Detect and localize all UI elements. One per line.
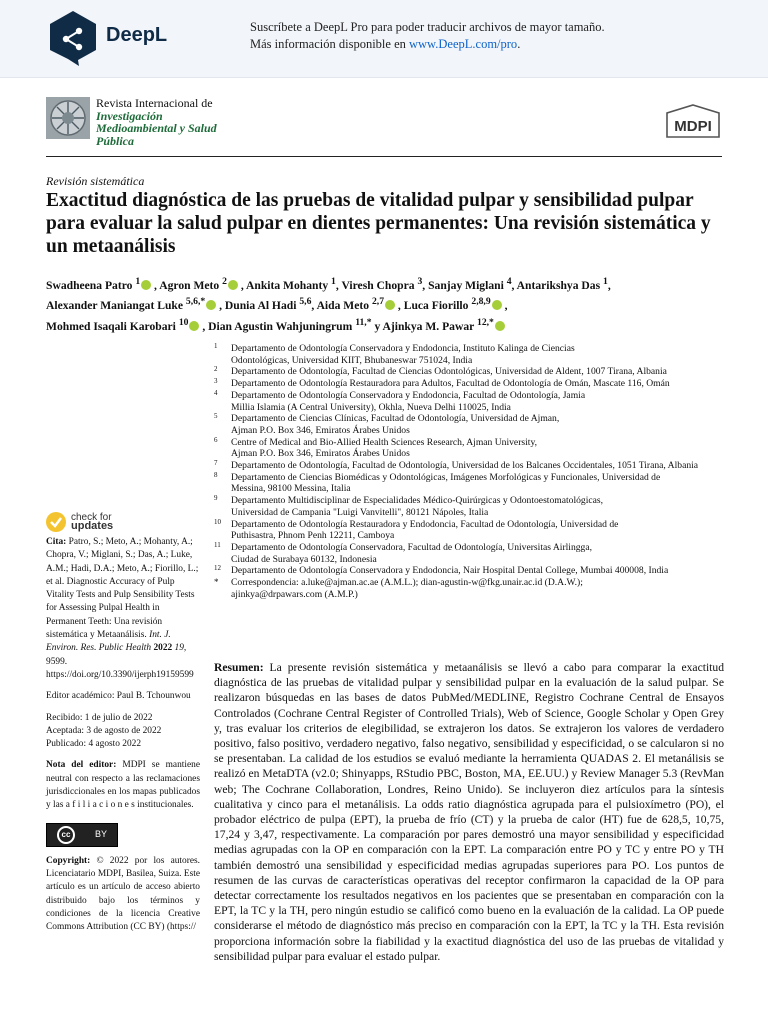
deepl-banner bbox=[0, 0, 768, 78]
orcid-icon[interactable] bbox=[492, 300, 502, 310]
check-for-updates-badge[interactable] bbox=[46, 510, 200, 534]
article-type: Revisión sistemática bbox=[46, 174, 145, 188]
affiliation-item: 1 Departamento de Odontología Conservadora y Endodoncia, Instituto Kalinga de Ciencias Odontológicas, Universidad KIIT, Bhubaneswar 751024, India bbox=[214, 342, 575, 366]
journal-line-3: Medioambiental y Salud bbox=[96, 121, 217, 135]
article-title: Exactitud diagnóstica de las pruebas de vitalidad pulpar y sensibilidad pulpar para evaluar la salud pulpar en dientes permanentes: Una revisión sistemática y un metaanálisis bbox=[46, 190, 711, 257]
promo-text bbox=[250, 19, 605, 53]
orcid-icon[interactable] bbox=[495, 321, 505, 331]
affiliation-item: 8 Departamento de Ciencias Biomédicas y Odontológicas, Imágenes Morfológicas y Funcionales, Universidad de Messina, 98100 Messina, Italia bbox=[214, 470, 661, 495]
journal-line-2: Investigación bbox=[96, 108, 163, 123]
journal-name bbox=[96, 97, 217, 147]
received-date: Recibido: 1 de julio de 2022 bbox=[46, 712, 153, 723]
orcid-icon[interactable] bbox=[206, 300, 216, 310]
journal-line-4: Pública bbox=[96, 133, 134, 148]
affiliation-item: 3 Departamento de Odontología Restauradora para Adultos, Facultad de Odontología de Omán, Mascate 116, Omán bbox=[214, 377, 670, 390]
deepl-logo-text: DeepL bbox=[106, 24, 168, 46]
correspondence: * Correspondencia: a.luke@ajman.ac.ae (A.M.L.); dian-agustin-w@fkg.unair.ac.id (D.A.W.); ajinkya@drpawars.com (A.M.P.) bbox=[214, 577, 583, 600]
affiliation-item: 5 Departamento de Ciencias Clínicas, Facultad de Odontología, Universidad de Ajman, Ajman P.O. Box 346, Emiratos Árabes Unidos bbox=[214, 412, 560, 436]
check-updates-line-2: updates bbox=[71, 520, 114, 532]
academic-editor: Editor académico: Paul B. Tchounwou bbox=[46, 691, 191, 702]
publisher-note: Nota del editor: MDPI se mantiene neutral con respecto a las reclamaciones jurisdiccionales en los mapas publicados y las a f i l i a c i o n e s institucionales. bbox=[46, 760, 200, 811]
promo-line-1: Suscríbete a DeepL Pro para poder traducir archivos de mayor tamaño. bbox=[250, 20, 605, 34]
sidebar-metadata bbox=[46, 510, 200, 942]
authors-line-1: Swadheena Patro $^1$ , Agron Meto $^2$ , Ankita Mohanty $^1$, Viresh Chopra $^3$, Sanjay Miglani $^4$, Antarikshya Das $^1$, bbox=[46, 276, 611, 292]
authors-line-3: Mohmed Isaqali Karobari $^{10}$ , Dian Agustin Wahjuningrum $^{11,*}$ y Ajinkya M. Pawar $^{12,*}$ bbox=[46, 315, 722, 335]
promo-line-2 bbox=[250, 36, 605, 53]
affiliation-item: 9 Departamento Multidisciplinar de Especialidades Médico-Quirúrgicas y Odontoestomatológicas, Universidad de Campania "Luigi Vanvitelli", 80121 Nápoles, Italia bbox=[214, 494, 604, 518]
abstract bbox=[214, 660, 724, 964]
journal-logo-icon bbox=[46, 97, 90, 139]
check-updates-line-1: check for bbox=[71, 512, 112, 523]
accepted-date: Aceptada: 3 de agosto de 2022 bbox=[46, 725, 162, 736]
orcid-icon[interactable] bbox=[189, 321, 199, 331]
affiliation-item: 6 Centre of Medical and Bio-Allied Health Sciences Research, Ajman University, Ajman P.O. Box 346, Emiratos Árabes Unidos bbox=[214, 435, 538, 460]
promo-prefix: Más información disponible en bbox=[250, 37, 406, 51]
affiliations bbox=[214, 343, 728, 600]
orcid-icon[interactable] bbox=[385, 300, 395, 310]
affiliation-item: 12 Departamento de Odontología Conservadora y Endodoncia, Nair Hospital Dental College, Mumbai 400008, India bbox=[214, 564, 669, 577]
affiliation-item: 2 Departamento de Odontología, Facultad de Ciencias Odontológicas, Universidad de Aldent, 1007 Tirana, Albania bbox=[214, 365, 667, 378]
orcid-icon[interactable] bbox=[141, 280, 151, 290]
abstract-text: La presente revisión sistemática y metaanálisis se llevó a cabo para comparar la exactitud diagnóstica de las pruebas de vitalidad pulpar y sensibilidad pulpar en la evaluación de la salud pulpar. Se realizaron búsquedas en las bases de datos PubMed/MEDLINE, Registro Cochrane Central de Ensayos Controlados (Cochrane Central Register of Controlled Trials), Web of Science, Google Scholar y Open Grey y, tras evaluar los criterios de elegibilidad, se extrajeron los datos. Se extrajeron los valores de verdadero positivo, falso positivo, verdadero negativo, falso negativo, sensibilidad y especificidad, o se calcularon si no se presentaban. La calidad de los estudios se evaluó mediante la herramienta QUADAS 2. El metanálisis se realizó en MetaDTA (v2.0; Shinyapps, RStudio PBC, Boston, MA, EE.UU.) y Review Manager 5.3 (RevMan web; The Cochrane Collaboration, Londres, Reino Unido). Se incluyeron diez artículos para la síntesis cualitativa y cinco para el metanálisis. La odds ratio diagnóstica agrupada para el pulsioxímetro (PO), el probador eléctrico de pulpa (EPT), la prueba de frío (CT) y la prueba de calor (HT) fue de 628,5, 10,75, 17,24 y 3,47, respectivamente. La comparación por pares demostró una mayor sensibilidad y especificidad medias agrupadas con la OP en comparación con la EPT. La comparación entre PO y TC y entre PO y TH también demostró una sensibilidad y especificidad medias agrupadas superiores para PO. Los puntos de resumen de las curvas de características operativas del receptor confirmaron la capacidad de la OP para detectar correctamente los resultados negativos en los pacientes que se presentaban en comparación con la EPT, la TC y la TH, pero ningún estudio se calificó como bueno en la evaluación de la calidad. La OP puede considerarse el método de diagnóstico más preciso en comparación con la EPT, la TC y la TH. Esta revisión proporciona información sobre la fiabilidad y la exactitud diagnóstica del uso de las pruebas de vitalidad y sensibilidad pulpar para evaluar el estado pulpar. bbox=[214, 661, 724, 963]
authors-line-2: Alexander Maniangat Luke $^{5,6,*}$ , Dunia Al Hadi $^{5,6}$, Aida Meto $^{2,7}$ , Luca Fiorillo $^{2,8,9}$ , bbox=[46, 296, 508, 313]
copyright: Copyright: © 2022 por los autores. Licenciatario MDPI, Basilea, Suiza. Este artículo es un artículo de acceso abierto distribuido bajo los términos y condiciones de la licencia Creative Commons Attribution (CC BY) (https:// bbox=[46, 855, 200, 933]
author-list bbox=[46, 274, 722, 335]
affiliation-item: 10 Departamento de Odontología Restauradora y Endodoncia, Facultad de Odontología, Universidad de Puthisastra, Phnom Penh 12211, Camboya bbox=[214, 517, 619, 542]
mdpi-logo-icon bbox=[664, 104, 722, 138]
abstract-label: Resumen: bbox=[214, 661, 264, 674]
deepl-pro-link[interactable]: www.DeepL.com/pro bbox=[409, 37, 518, 51]
citation: Cita: Patro, S.; Meto, A.; Mohanty, A.; Chopra, V.; Miglani, S.; Das, A.; Luke, A.M.; Hadi, D.A.; Meto, A.; Fiorillo, L.; et al. Diagnostic Accuracy of Pulp Vitality Tests and Pulp Sensibility Tests for Assessing Pulpal Health in Permanent Teeth: Una revisión sistemática y Metaanálisis. Int. J. Environ. Res. Public Health 2022 19, 9599. https://doi.org/10.3390/ijerph19159599 bbox=[46, 537, 199, 680]
affiliation-item: 11 Departamento de Odontología Conservadora, Facultad de Odontología, Universitas Airlingga, Ciudad de Surabaya 60132, Indonesia bbox=[214, 540, 593, 565]
affiliation-item: 7 Departamento de Odontología, Facultad de Odontología, Universidad de los Balcanes Occidentales, 1051 Tirana, Albania bbox=[214, 459, 699, 472]
published-date: Publicado: 4 agosto 2022 bbox=[46, 739, 142, 750]
affiliation-item: 4 Departamento de Odontología Conservadora y Endodoncia, Facultad de Odontología, Jamia Millia Islamia (A Central University), Okhla, Nueva Delhi 110025, India bbox=[214, 388, 586, 413]
mdpi-logo-text: MDPI bbox=[674, 118, 712, 135]
check-updates-icon bbox=[46, 512, 66, 532]
promo-suffix: . bbox=[517, 37, 521, 51]
cc-by-label: BY bbox=[94, 828, 107, 839]
orcid-icon[interactable] bbox=[228, 280, 238, 290]
creative-commons-icon: cc bbox=[57, 826, 75, 844]
header-rule bbox=[46, 156, 722, 157]
journal-line-1: Revista Internacional de bbox=[96, 96, 213, 110]
cc-by-license-badge[interactable] bbox=[46, 823, 118, 847]
deepl-logo-icon bbox=[48, 10, 98, 67]
